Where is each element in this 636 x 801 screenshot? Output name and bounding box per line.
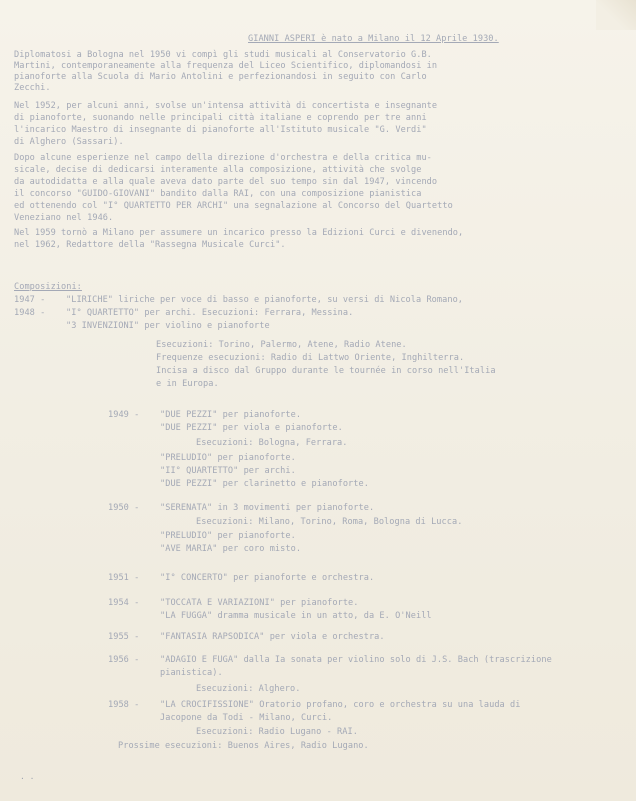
work-line: e in Europa. [156, 379, 219, 389]
work-line: Jacopone da Todi - Milano, Curci. [160, 713, 333, 723]
work-year: 1958 - [108, 700, 140, 710]
work-line: "I° CONCERTO" per pianoforte e orchestra. [160, 573, 375, 583]
work-line: Esecuzioni: Radio Lugano - RAI. [196, 727, 358, 737]
work-year: 1949 - [108, 410, 140, 420]
work-year: 1948 - [14, 308, 46, 318]
bio-line: Nel 1959 tornò a Milano per assumere un incarico presso la Edizioni Curci e divenendo, [14, 228, 464, 238]
work-line: "DUE PEZZI" per pianoforte. [160, 410, 302, 420]
work-line: Esecuzioni: Milano, Torino, Roma, Bologna di Lucca. [196, 517, 463, 527]
bio-line: nel 1962, Redattore della "Rassegna Musicale Curci". [14, 240, 286, 250]
work-line: "3 INVENZIONI" per violino e pianoforte [66, 321, 270, 331]
work-line: "LIRICHE" liriche per voce di basso e pianoforte, su versi di Nicola Romano, [66, 295, 464, 305]
bio-line: sicale, decise di dedicarsi interamente alla composizione, attività che svolge [14, 165, 422, 175]
work-line: Esecuzioni: Alghero. [196, 684, 301, 694]
work-year: 1947 - [14, 295, 46, 305]
bio-line: da autodidatta e alla quale aveva dato parte del suo tempo sin dal 1947, vincendo [14, 177, 438, 187]
bio-line: l'incarico Maestro di insegnante di pianoforte all'Istituto musicale "G. Verdi" [14, 125, 427, 135]
work-year: 1954 - [108, 598, 140, 608]
work-line: "LA CROCIFISSIONE" Oratorio profano, coro e orchestra su una lauda di [160, 700, 521, 710]
work-year: 1955 - [108, 632, 140, 642]
work-line: "ADAGIO E FUGA" dalla Ia sonata per violino solo di J.S. Bach (trascrizione [160, 655, 552, 665]
work-line: "I° QUARTETTO" per archi. Esecuzioni: Ferrara, Messina. [66, 308, 354, 318]
bio-line: pianoforte alla Scuola di Mario Antolini e perfezionandosi in seguito con Carlo [14, 72, 427, 82]
bio-line: Dopo alcune esperienze nel campo della direzione d'orchestra e della critica mu- [14, 153, 432, 163]
work-line: "AVE MARIA" per coro misto. [160, 544, 302, 554]
work-line: pianistica). [160, 668, 223, 678]
work-line: "II° QUARTETTO" per archi. [160, 466, 296, 476]
work-line: "LA FUGGA" dramma musicale in un atto, da E. O'Neill [160, 611, 432, 621]
work-line: Prossime esecuzioni: Buenos Aires, Radio Lugano. [118, 741, 369, 751]
work-line: Esecuzioni: Bologna, Ferrara. [196, 438, 348, 448]
page-mark: . . [20, 772, 35, 781]
bio-line: Veneziano nel 1946. [14, 213, 114, 223]
bio-line: Martini, contemporaneamente alla frequenza del Liceo Scientifico, diplomandosi in [14, 61, 438, 71]
bio-line: ed ottenendo col "I° QUARTETTO PER ARCHI" una segnalazione al Concorso del Quartetto [14, 201, 453, 211]
works-heading: Composizioni: [14, 282, 82, 292]
work-line: "PRELUDIO" per pianoforte. [160, 453, 296, 463]
work-line: "FANTASIA RAPSODICA" per viola e orchestra. [160, 632, 385, 642]
work-line: "TOCCATA E VARIAZIONI" per pianoforte. [160, 598, 359, 608]
page-fold [596, 0, 636, 30]
bio-line: di pianoforte, suonando nelle principali città italiane e coprendo per tre anni [14, 113, 427, 123]
bio-line: Zecchi. [14, 83, 51, 93]
bio-heading: GIANNI ASPERI è nato a Milano il 12 Aprile 1930. [248, 34, 499, 44]
work-line: Esecuzioni: Torino, Palermo, Atene, Radio Atene. [156, 340, 407, 350]
work-line: "PRELUDIO" per pianoforte. [160, 531, 296, 541]
work-line: "DUE PEZZI" per viola e pianoforte. [160, 423, 343, 433]
work-line: "SERENATA" in 3 movimenti per pianoforte. [160, 503, 375, 513]
work-year: 1956 - [108, 655, 140, 665]
work-line: Frequenze esecuzioni: Radio di Lattwo Oriente, Inghilterra. [156, 353, 465, 363]
bio-line: Nel 1952, per alcuni anni, svolse un'intensa attività di concertista e insegnante [14, 101, 438, 111]
work-year: 1951 - [108, 573, 140, 583]
work-year: 1950 - [108, 503, 140, 513]
bio-line: il concorso "GUIDO-GIOVANI" bandito dalla RAI, con una composizione pianistica [14, 189, 422, 199]
bio-line: Diplomatosi a Bologna nel 1950 vi compì gli studi musicali al Conservatorio G.B. [14, 50, 432, 60]
work-line: Incisa a disco dal Gruppo durante le tournée in corso nell'Italia [156, 366, 496, 376]
bio-line: di Alghero (Sassari). [14, 137, 124, 147]
work-line: "DUE PEZZI" per clarinetto e pianoforte. [160, 479, 369, 489]
